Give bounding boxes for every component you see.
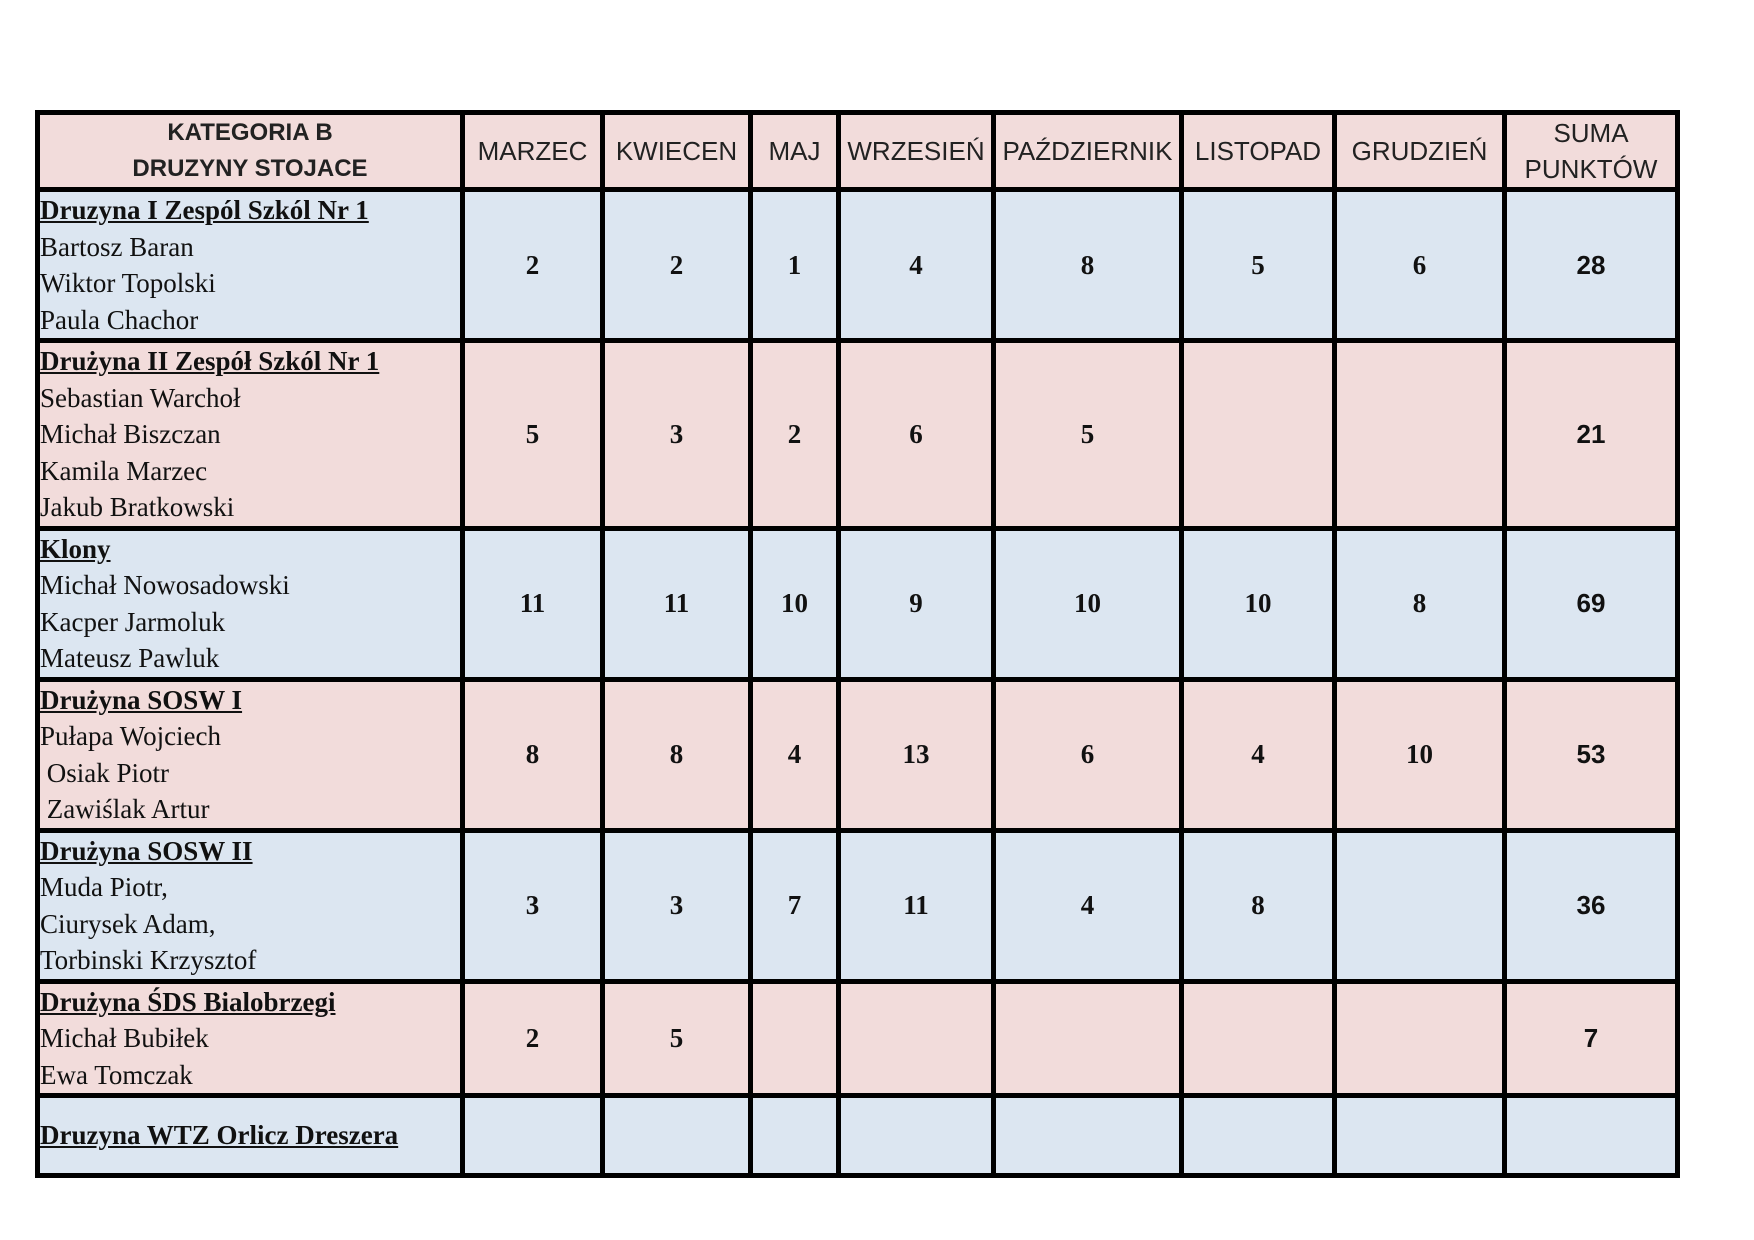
sum-cell bbox=[1505, 1096, 1678, 1176]
team-member: Michał Nowosadowski bbox=[40, 570, 290, 600]
score-cell: 13 bbox=[839, 679, 994, 830]
score-cell bbox=[751, 1096, 839, 1176]
score-cell: 5 bbox=[1182, 190, 1335, 341]
header-row bbox=[38, 113, 1678, 190]
score-cell bbox=[603, 1096, 751, 1176]
score-cell: 8 bbox=[1182, 830, 1335, 981]
team-member: Bartosz Baran bbox=[40, 231, 194, 262]
score-cell: 7 bbox=[751, 830, 839, 981]
team-member: Pułapa Wojciech bbox=[40, 721, 222, 751]
score-cell: 1 bbox=[751, 190, 839, 341]
score-cell bbox=[751, 981, 839, 1096]
team-name: Druzyna WTZ Orlicz Dreszera bbox=[40, 1120, 399, 1151]
score-cell: 3 bbox=[603, 341, 751, 529]
sum-cell: 36 bbox=[1505, 830, 1678, 981]
team-cell bbox=[38, 981, 463, 1096]
category-line-1: KATEGORIA B bbox=[167, 119, 333, 146]
team-member: Muda Piotr, bbox=[40, 872, 168, 902]
team-cell bbox=[38, 190, 463, 341]
team-member: Mateusz Pawluk bbox=[40, 643, 220, 673]
score-cell: 11 bbox=[463, 528, 603, 679]
score-cell: 10 bbox=[994, 528, 1182, 679]
score-cell: 2 bbox=[463, 190, 603, 341]
score-cell: 4 bbox=[994, 830, 1182, 981]
score-cell: 4 bbox=[1182, 679, 1335, 830]
score-cell: 11 bbox=[603, 528, 751, 679]
score-cell bbox=[463, 1096, 603, 1176]
team-name: Klony bbox=[40, 533, 111, 564]
score-cell: 8 bbox=[1335, 528, 1505, 679]
team-cell bbox=[38, 341, 463, 529]
team-cell bbox=[38, 679, 463, 830]
team-member: Jakub Bratkowski bbox=[40, 492, 235, 522]
team-member: Paula Chachor bbox=[40, 304, 199, 335]
sum-header-line-2: PUNKTÓW bbox=[1524, 154, 1658, 184]
sum-cell: 53 bbox=[1505, 679, 1678, 830]
score-cell: 2 bbox=[603, 190, 751, 341]
score-cell: 8 bbox=[603, 679, 751, 830]
team-cell bbox=[38, 528, 463, 679]
sum-cell: 69 bbox=[1505, 528, 1678, 679]
team-row bbox=[38, 341, 1678, 529]
score-cell: 9 bbox=[839, 528, 994, 679]
team-cell bbox=[38, 1096, 463, 1176]
score-cell: 6 bbox=[994, 679, 1182, 830]
team-member: Zawiślak Artur bbox=[40, 794, 210, 824]
month-header: KWIECEN bbox=[603, 113, 751, 190]
score-cell bbox=[839, 1096, 994, 1176]
score-cell: 2 bbox=[463, 981, 603, 1096]
team-row bbox=[38, 190, 1678, 341]
score-cell bbox=[1182, 1096, 1335, 1176]
score-cell: 8 bbox=[463, 679, 603, 830]
sum-header bbox=[1505, 113, 1678, 190]
score-cell bbox=[1182, 341, 1335, 529]
team-member: Michał Bubiłek bbox=[40, 1023, 209, 1053]
team-rows bbox=[38, 190, 1678, 1176]
score-cell bbox=[994, 981, 1182, 1096]
score-cell: 4 bbox=[839, 190, 994, 341]
score-cell: 5 bbox=[994, 341, 1182, 529]
score-cell bbox=[1335, 981, 1505, 1096]
team-member: Michał Biszczan bbox=[40, 419, 221, 449]
score-cell bbox=[994, 1096, 1182, 1176]
team-member: Kamila Marzec bbox=[40, 455, 208, 486]
team-row bbox=[38, 830, 1678, 981]
team-member: Ciurysek Adam, bbox=[40, 908, 216, 939]
score-cell: 4 bbox=[751, 679, 839, 830]
score-cell: 3 bbox=[463, 830, 603, 981]
team-member: Osiak Piotr bbox=[40, 757, 170, 788]
team-name: Drużyna SOSW II bbox=[40, 835, 253, 866]
score-cell: 8 bbox=[994, 190, 1182, 341]
score-cell bbox=[1335, 341, 1505, 529]
score-cell: 10 bbox=[751, 528, 839, 679]
team-row bbox=[38, 981, 1678, 1096]
team-name: Drużyna II Zespół Szkól Nr 1 bbox=[40, 346, 380, 376]
sum-cell: 7 bbox=[1505, 981, 1678, 1096]
score-cell bbox=[1335, 830, 1505, 981]
sum-cell: 21 bbox=[1505, 341, 1678, 529]
scores-table bbox=[35, 110, 1680, 1178]
team-member: Kacper Jarmoluk bbox=[40, 606, 226, 637]
team-row bbox=[38, 679, 1678, 830]
team-member: Torbinski Krzysztof bbox=[40, 945, 257, 975]
score-cell: 6 bbox=[1335, 190, 1505, 341]
month-header: MARZEC bbox=[463, 113, 603, 190]
score-cell: 5 bbox=[603, 981, 751, 1096]
month-header: PAŹDZIERNIK bbox=[994, 113, 1182, 190]
team-member: Ewa Tomczak bbox=[40, 1059, 193, 1090]
score-cell: 2 bbox=[751, 341, 839, 529]
sum-cell: 28 bbox=[1505, 190, 1678, 341]
category-header bbox=[38, 113, 463, 190]
score-cell: 10 bbox=[1182, 528, 1335, 679]
table-container bbox=[35, 110, 1675, 1151]
score-cell bbox=[839, 981, 994, 1096]
team-cell bbox=[38, 830, 463, 981]
team-name: Drużyna SOSW I bbox=[40, 684, 243, 715]
score-cell: 5 bbox=[463, 341, 603, 529]
month-header: LISTOPAD bbox=[1182, 113, 1335, 190]
team-row bbox=[38, 1096, 1678, 1176]
team-member: Wiktor Topolski bbox=[40, 268, 216, 298]
score-cell: 6 bbox=[839, 341, 994, 529]
team-name: Drużyna ŚDS Bialobrzegi bbox=[40, 986, 336, 1017]
score-cell bbox=[1182, 981, 1335, 1096]
score-cell: 10 bbox=[1335, 679, 1505, 830]
team-member: Sebastian Warchoł bbox=[40, 382, 241, 413]
category-line-2: DRUZYNY STOJACE bbox=[132, 155, 368, 182]
team-row bbox=[38, 528, 1678, 679]
month-header: GRUDZIEŃ bbox=[1335, 113, 1505, 190]
team-name: Druzyna I Zespól Szkól Nr 1 bbox=[40, 195, 369, 225]
sum-header-line-1: SUMA bbox=[1553, 118, 1629, 148]
score-cell: 11 bbox=[839, 830, 994, 981]
month-header: WRZESIEŃ bbox=[839, 113, 994, 190]
score-cell: 3 bbox=[603, 830, 751, 981]
score-cell bbox=[1335, 1096, 1505, 1176]
month-header: MAJ bbox=[751, 113, 839, 190]
